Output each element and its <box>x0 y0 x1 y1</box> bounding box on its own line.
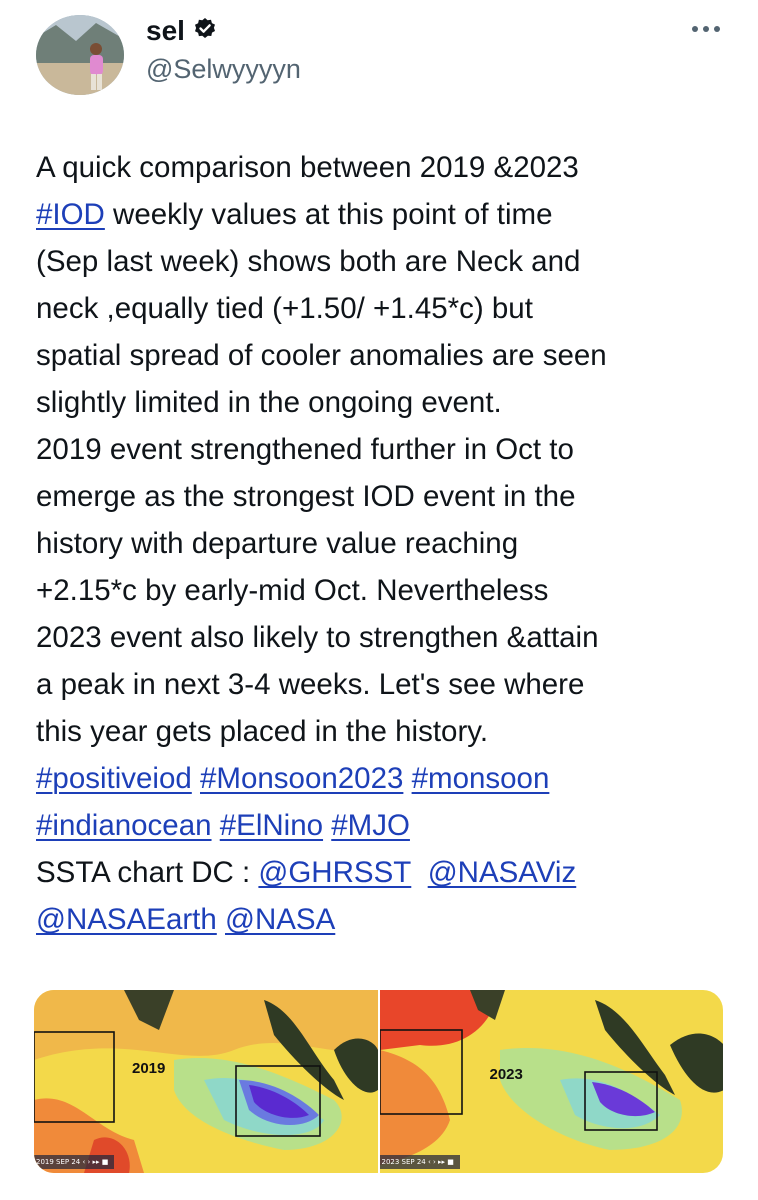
hashtag-link[interactable]: #indianocean <box>36 809 212 842</box>
hashtag-link[interactable]: #IOD <box>36 198 105 231</box>
hashtag-link[interactable]: #positiveiod <box>36 762 192 795</box>
more-horizontal-icon <box>691 25 721 33</box>
mention-link[interactable]: @NASA <box>225 903 336 936</box>
ssta-map-2019[interactable] <box>34 990 378 1173</box>
mention-link[interactable]: @GHRSST <box>258 856 412 889</box>
tweet-line: a peak in next 3-4 weeks. Let's see where <box>36 668 585 701</box>
tweet-line: 2019 event strengthened further in Oct to <box>36 433 574 466</box>
mention-link[interactable]: @NASAViz <box>427 856 577 889</box>
hashtag-link[interactable]: #Monsoon2023 <box>200 762 404 795</box>
tweet-line: 2023 event also likely to strengthen &attain <box>36 621 599 654</box>
tweet-line: slightly limited in the ongoing event. <box>36 386 502 419</box>
tweet-line: emerge as the strongest IOD event in the <box>36 480 576 513</box>
tweet-line: A quick comparison between 2019 &2023 <box>36 151 579 184</box>
tweet-line: (Sep last week) shows both are Neck and <box>36 245 581 278</box>
tweet-line: this year gets placed in the history. <box>36 715 489 748</box>
more-options-button[interactable] <box>686 16 726 42</box>
map-date-bar[interactable]: 2019 SEP 24 ‹ › ▸▸ ■ <box>34 1155 114 1169</box>
hashtag-link[interactable]: #ElNino <box>219 809 324 842</box>
tweet-line: weekly values at this point of time <box>104 198 553 231</box>
tweet-line: history with departure value reaching <box>36 527 519 560</box>
mention-link[interactable]: @NASAEarth <box>36 903 217 936</box>
ssta-map-image <box>34 990 378 1173</box>
credit-label: SSTA chart DC : <box>36 856 259 889</box>
hashtag-link[interactable]: #MJO <box>331 809 410 842</box>
author-handle[interactable]: @Selwyyyyn <box>146 54 301 84</box>
tweet-line: neck ,equally tied (+1.50/ +1.45*c) but <box>36 292 533 325</box>
verified-badge-icon <box>193 17 217 46</box>
map-date: 2019 SEP 24 <box>36 1158 81 1166</box>
tweet-media[interactable] <box>34 990 723 1173</box>
tweet-text <box>36 144 736 943</box>
avatar[interactable] <box>36 15 124 95</box>
map-date: 2023 SEP 24 <box>381 1158 426 1166</box>
hashtag-link[interactable]: #monsoon <box>411 762 550 795</box>
ssta-map-2023[interactable] <box>380 990 724 1173</box>
tweet-line: spatial spread of cooler anomalies are seen <box>36 339 607 372</box>
author-name[interactable]: sel <box>146 15 185 46</box>
ssta-map-image <box>380 990 724 1173</box>
map-year-label: 2019 <box>132 1060 166 1077</box>
map-date-bar[interactable]: 2023 SEP 24 ‹ › ▸▸ ■ <box>380 1155 460 1169</box>
map-year-label: 2023 <box>489 1066 523 1083</box>
tweet-line: +2.15*c by early-mid Oct. Nevertheless <box>36 574 549 607</box>
avatar-photo <box>36 15 124 95</box>
